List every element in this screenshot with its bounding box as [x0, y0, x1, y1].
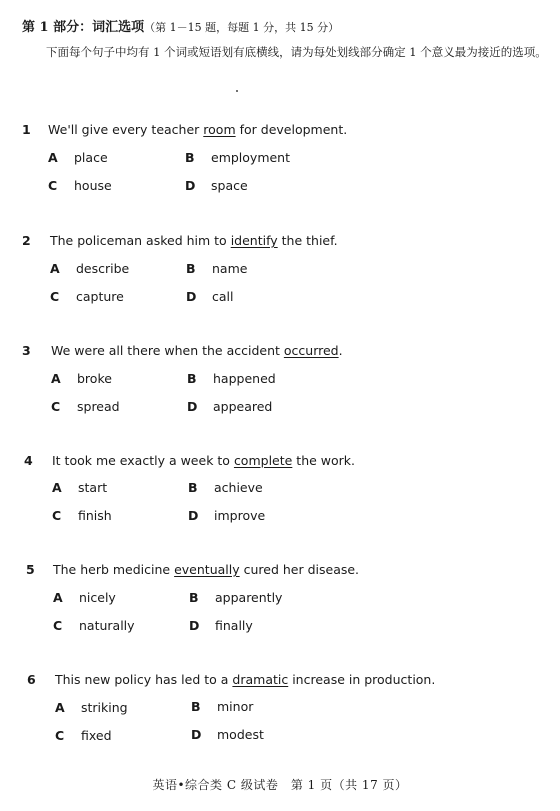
option-letter: A	[51, 371, 61, 386]
option-letter: D	[188, 508, 199, 523]
question-5	[0, 562, 560, 652]
option-letter: A	[55, 700, 65, 715]
option-text: naturally	[79, 618, 135, 633]
question-number: 2	[22, 233, 31, 248]
option-letter: C	[50, 289, 60, 304]
question-number: 4	[24, 453, 33, 468]
option-a[interactable]	[48, 150, 108, 165]
option-b[interactable]	[186, 261, 247, 276]
option-text: call	[212, 289, 234, 304]
section-instructions: 下面每个句子中均有 1 个词或短语划有底横线，请为每处划线部分确定 1 个意义最为接近的选项。	[46, 45, 547, 59]
question-stem	[52, 453, 355, 468]
stem-before: The policeman asked him to	[50, 233, 231, 248]
stem-before: It took me exactly a week to	[52, 453, 234, 468]
option-letter: C	[55, 728, 65, 743]
option-b[interactable]	[191, 699, 253, 714]
option-letter: C	[51, 399, 61, 414]
option-letter: C	[48, 178, 58, 193]
option-c[interactable]	[55, 728, 112, 743]
option-letter: A	[50, 261, 60, 276]
stem-before: This new policy has led to a	[55, 672, 233, 687]
question-6	[0, 672, 560, 762]
option-text: achieve	[214, 480, 263, 495]
option-text: apparently	[215, 590, 283, 605]
page-footer: 英语•综合类 C 级试卷 第 1 页（共 17 页）	[152, 778, 408, 792]
option-text: place	[74, 150, 108, 165]
underlined-word: room	[203, 122, 236, 137]
option-d[interactable]	[187, 399, 272, 414]
option-d[interactable]	[188, 508, 265, 523]
question-number: 3	[22, 343, 31, 358]
option-text: spread	[77, 399, 120, 414]
option-c[interactable]	[48, 178, 112, 193]
option-a[interactable]	[55, 700, 128, 715]
option-letter: B	[185, 150, 195, 165]
question-stem	[55, 672, 435, 687]
option-letter: B	[187, 371, 197, 386]
underlined-word: identify	[230, 233, 278, 248]
option-b[interactable]	[188, 480, 263, 495]
stem-after: the thief.	[277, 233, 338, 248]
option-letter: B	[191, 699, 201, 714]
option-c[interactable]	[51, 399, 120, 414]
question-1	[0, 122, 560, 212]
option-b[interactable]	[185, 150, 290, 165]
option-d[interactable]	[186, 289, 233, 304]
option-a[interactable]	[53, 590, 116, 605]
option-letter: D	[191, 727, 202, 742]
underlined-word: dramatic	[232, 672, 289, 687]
option-text: house	[74, 178, 112, 193]
option-letter: D	[189, 618, 200, 633]
option-letter: A	[53, 590, 63, 605]
option-letter: D	[187, 399, 198, 414]
option-letter: A	[52, 480, 62, 495]
question-stem	[48, 122, 347, 137]
option-text: appeared	[213, 399, 273, 414]
option-letter: B	[189, 590, 199, 605]
option-text: capture	[76, 289, 124, 304]
section-heading	[22, 16, 339, 35]
section-title: 第 1 部分：词汇选项	[22, 20, 145, 35]
option-text: describe	[76, 261, 130, 276]
stem-after: cured her disease.	[239, 562, 360, 577]
option-text: finally	[215, 618, 253, 633]
option-b[interactable]	[187, 371, 276, 386]
option-text: happened	[213, 371, 276, 386]
option-a[interactable]	[52, 480, 107, 495]
stem-after: for development.	[235, 122, 348, 137]
stem-after: .	[338, 343, 343, 358]
question-3	[0, 343, 560, 433]
stem-after: the work.	[292, 453, 356, 468]
option-letter: C	[53, 618, 63, 633]
underlined-word: eventually	[174, 562, 240, 577]
question-stem	[51, 343, 343, 358]
option-text: space	[211, 178, 248, 193]
option-text: name	[212, 261, 248, 276]
option-text: employment	[211, 150, 291, 165]
question-stem	[50, 233, 338, 248]
option-letter: D	[185, 178, 196, 193]
option-text: striking	[81, 700, 128, 715]
stem-before: The herb medicine	[53, 562, 175, 577]
option-text: start	[78, 480, 108, 495]
option-d[interactable]	[185, 178, 248, 193]
option-c[interactable]	[50, 289, 124, 304]
question-number: 6	[27, 672, 36, 687]
option-a[interactable]	[50, 261, 129, 276]
stem-before: We were all there when the accident	[51, 343, 284, 358]
option-d[interactable]	[191, 727, 264, 742]
question-2	[0, 233, 560, 323]
option-letter: B	[188, 480, 198, 495]
option-a[interactable]	[51, 371, 112, 386]
option-b[interactable]	[189, 590, 282, 605]
section-meta: （第 1－15 题，每题 1 分，共 15 分）	[144, 21, 340, 34]
option-letter: D	[186, 289, 197, 304]
option-text: fixed	[81, 728, 112, 743]
option-text: nicely	[79, 590, 116, 605]
underlined-word: complete	[233, 453, 293, 468]
option-text: minor	[217, 699, 254, 714]
question-number: 5	[26, 562, 35, 577]
stem-before: We'll give every teacher	[48, 122, 204, 137]
option-text: improve	[214, 508, 266, 523]
option-c[interactable]	[53, 618, 135, 633]
option-text: finish	[78, 508, 112, 523]
question-stem	[53, 562, 359, 577]
stem-after: increase in production.	[288, 672, 436, 687]
option-c[interactable]	[52, 508, 112, 523]
option-text: modest	[217, 727, 264, 742]
option-letter: A	[48, 150, 58, 165]
question-number: 1	[22, 122, 31, 137]
option-letter: C	[52, 508, 62, 523]
underlined-word: occurred	[283, 343, 339, 358]
option-text: broke	[77, 371, 112, 386]
option-letter: B	[186, 261, 196, 276]
scan-speck	[236, 90, 238, 92]
option-d[interactable]	[189, 618, 253, 633]
question-4	[0, 453, 560, 543]
